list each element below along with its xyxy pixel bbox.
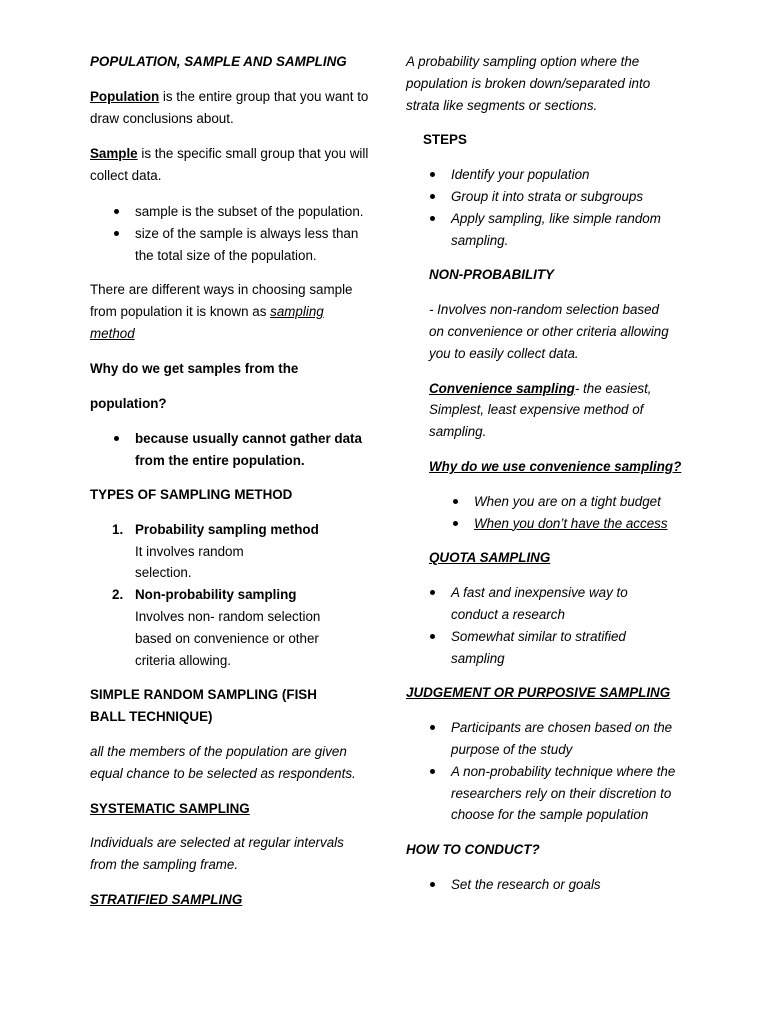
stratified-heading: STRATIFIED SAMPLING bbox=[90, 891, 243, 907]
why-question-line-2: population? bbox=[90, 395, 167, 411]
non-probability-description: - Involves non-random selection based on convenience or other criteria allowing you to easily collect data. bbox=[429, 302, 669, 361]
systematic-heading: SYSTEMATIC SAMPLING bbox=[90, 800, 250, 816]
list-item bbox=[90, 584, 370, 671]
list-item: Apply sampling, like simple random sampling. bbox=[406, 208, 681, 252]
population-paragraph bbox=[90, 86, 370, 130]
how-to-conduct-bullet-list bbox=[406, 874, 696, 896]
list-item: Identify your population bbox=[406, 164, 696, 186]
list-item: A non-probability technique where the researchers rely on their discretion to choose for the sample population bbox=[406, 761, 681, 826]
list-item: because usually cannot gather data from the entire population. bbox=[90, 428, 370, 472]
why-question-line-1: Why do we get samples from the bbox=[90, 360, 299, 376]
list-item: Participants are chosen based on the purpose of the study bbox=[406, 717, 686, 761]
right-column bbox=[406, 51, 696, 896]
convenience-paragraph bbox=[406, 378, 659, 443]
type-description: It involves random selection. bbox=[135, 543, 244, 581]
types-numbered-list bbox=[90, 519, 370, 672]
list-item: A fast and inexpensive way to conduct a research bbox=[406, 582, 651, 626]
stratified-description: A probability sampling option where the population is broken down/separated into strata like segments or sections. bbox=[406, 54, 651, 113]
srs-description: all the members of the population are given equal chance to be selected as respondents. bbox=[90, 743, 356, 781]
list-item bbox=[90, 519, 370, 584]
systematic-description: Individuals are selected at regular intervals from the sampling frame. bbox=[90, 835, 344, 873]
convenience-why-heading: Why do we use convenience sampling? bbox=[429, 458, 682, 474]
left-column bbox=[90, 51, 370, 911]
judgement-bullet-list bbox=[406, 717, 696, 826]
sampling-method-term: sampling method bbox=[90, 304, 324, 341]
document-title: POPULATION, SAMPLE AND SAMPLING bbox=[90, 54, 347, 69]
sample-term: Sample bbox=[90, 146, 138, 162]
convenience-definition: - the easiest, Simplest, least expensive method of sampling. bbox=[429, 380, 652, 440]
list-item: When you don’t have the access bbox=[429, 513, 696, 535]
item-number: 2. bbox=[112, 587, 124, 603]
steps-heading: STEPS bbox=[423, 132, 467, 148]
list-item: When you are on a tight budget bbox=[429, 491, 696, 513]
list-item: Set the research or goals bbox=[406, 874, 696, 896]
list-item: Group it into strata or subgroups bbox=[406, 186, 696, 208]
how-to-conduct-heading: HOW TO CONDUCT? bbox=[406, 842, 540, 858]
convenience-term: Convenience sampling bbox=[429, 380, 575, 396]
population-term: Population bbox=[90, 88, 160, 104]
type-title: Non-probability sampling bbox=[135, 587, 297, 603]
ways-text: There are different ways in choosing sample from population it is known as bbox=[90, 282, 353, 320]
type-description: Involves non- random selection based on convenience or other criteria allowing. bbox=[135, 608, 321, 668]
population-definition: is the entire group that you want to draw conclusions about. bbox=[90, 88, 369, 126]
types-heading: TYPES OF SAMPLING METHOD bbox=[90, 486, 293, 502]
sample-paragraph bbox=[90, 143, 370, 187]
list-item: size of the sample is always less than the total size of the population. bbox=[90, 223, 370, 267]
quota-bullet-list bbox=[406, 582, 696, 669]
srs-heading: SIMPLE RANDOM SAMPLING (FISH BALL TECHNIQUE) bbox=[90, 687, 317, 725]
convenience-bullet-list bbox=[406, 491, 696, 535]
sample-bullet-list bbox=[90, 201, 370, 266]
item-number: 1. bbox=[112, 521, 124, 537]
judgement-heading: JUDGEMENT OR PURPOSIVE SAMPLING bbox=[406, 685, 671, 701]
sample-definition: is the specific small group that you will collect data. bbox=[90, 146, 369, 184]
sampling-method-paragraph bbox=[90, 279, 370, 344]
quota-heading: QUOTA SAMPLING bbox=[429, 550, 551, 566]
type-title: Probability sampling method bbox=[135, 521, 319, 537]
non-probability-heading: NON-PROBABILITY bbox=[429, 267, 554, 283]
steps-bullet-list bbox=[406, 164, 696, 251]
list-item: sample is the subset of the population. bbox=[90, 201, 370, 223]
list-item: Somewhat similar to stratified sampling bbox=[406, 626, 651, 670]
